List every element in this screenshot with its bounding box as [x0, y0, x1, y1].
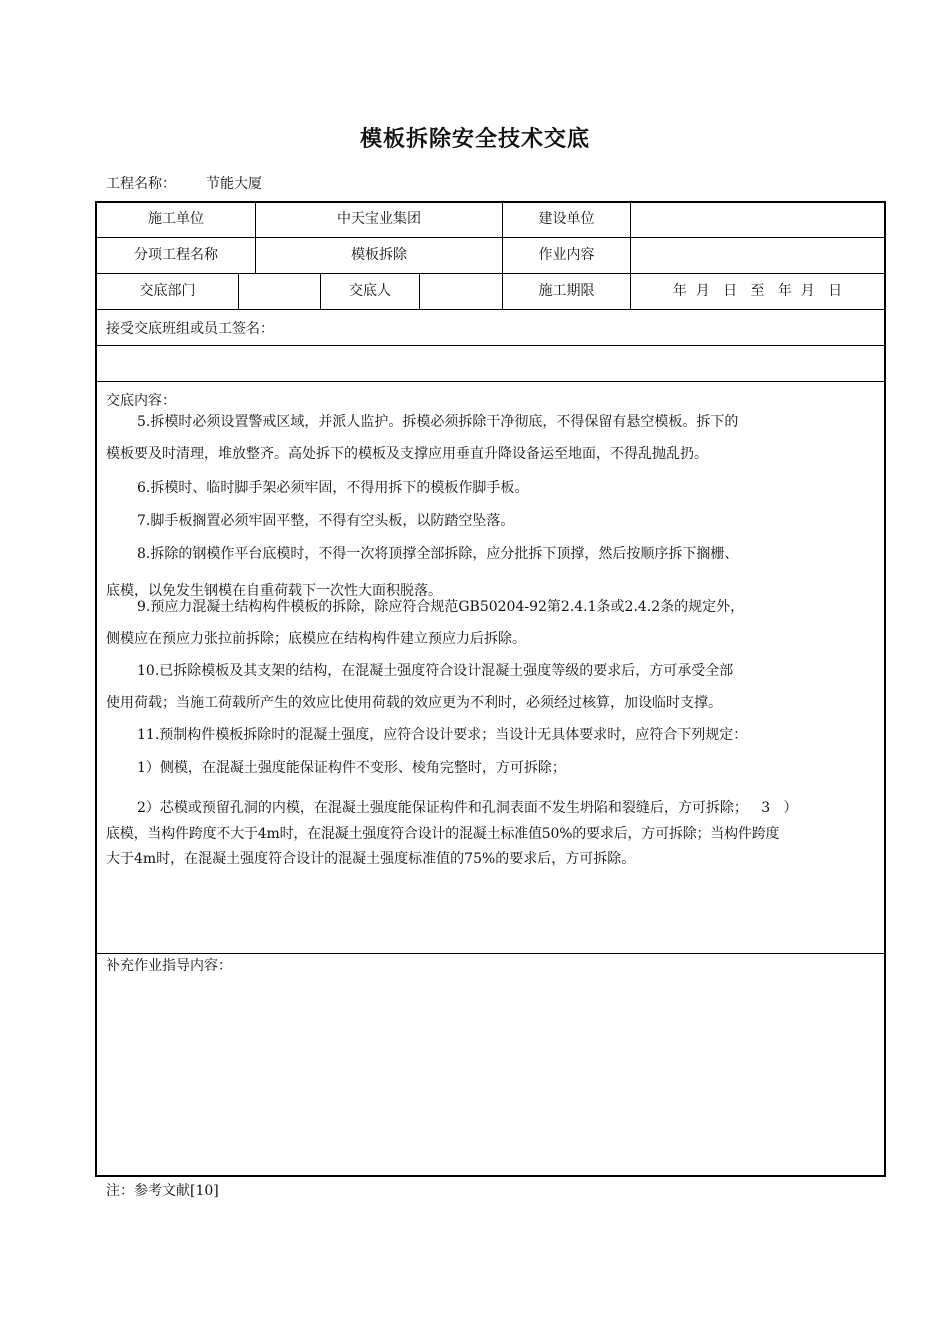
content-line: 6.拆模时、临时脚手架必须牢固，不得用拆下的模板作脚手板。	[137, 480, 529, 496]
content-line: 模板要及时清理，堆放整齐。高处拆下的模板及支撑应用垂直升降设备运至地面，不得乱抛乱扔。	[106, 446, 708, 462]
period-label: 施工期限	[538, 283, 595, 299]
work-label: 作业内容	[538, 247, 595, 263]
row-divider	[95, 381, 886, 382]
owner-value	[631, 201, 884, 237]
content-line: 8.拆除的钢模作平台底模时，不得一次将顶撑全部拆除，应分批拆下顶撑，然后按顺序拆下搁栅、	[137, 546, 739, 562]
content-line: 10.已拆除模板及其支架的结构，在混凝土强度符合设计混凝土强度等级的要求后，方可承受全部	[137, 663, 734, 679]
supplement-label: 补充作业指导内容：	[106, 958, 232, 974]
content-line: 9.预应力混凝土结构构件模板的拆除，除应符合规范GB50204-92第2.4.1条或2.4.2条的规定外，	[137, 599, 745, 615]
content-line: 大于4m时，在混凝土强度符合设计的混凝土强度标准值的75%的要求后，方可拆除。	[106, 851, 636, 867]
dept-label: 交底部门	[139, 283, 196, 299]
subitem-label: 分项工程名称	[134, 247, 218, 263]
project-line	[106, 173, 262, 193]
content-label: 交底内容：	[106, 393, 176, 409]
subitem-value: 模板拆除	[351, 247, 407, 263]
row-divider	[95, 345, 886, 346]
content-line: 底模，当构件跨度不大于4m时，在混凝土强度符合设计的混凝土标准值50%的要求后，方可拆除；当构件跨度	[106, 826, 780, 842]
content-line: 11.预制构件模板拆除时的混凝土强度，应符合设计要求；当设计无具体要求时，应符合下列规定：	[137, 727, 748, 743]
content-line: 7.脚手板搁置必须牢固平整，不得有空头板，以防踏空坠落。	[137, 513, 515, 529]
contractor-label: 施工单位	[148, 211, 204, 227]
reference-note: 注：参考文献[10]	[106, 1183, 219, 1199]
dept-value	[239, 273, 320, 309]
row-divider	[95, 953, 886, 954]
content-line: 1）侧模，在混凝土强度能保证构件不变形、棱角完整时，方可拆除；	[137, 760, 566, 776]
project-label: 工程名称：	[106, 176, 176, 192]
owner-label: 建设单位	[538, 211, 595, 227]
table-frame	[95, 201, 886, 1177]
content-line: 2）芯模或预留孔洞的内模，在混凝土强度能保证构件和孔洞表面不发生坍陷和裂缝后，方可拆除； 3 ）	[137, 800, 798, 816]
person-label: 交底人	[349, 283, 391, 299]
content-line: 5.拆模时必须设置警戒区域，并派人监护。拆模必须拆除干净彻底，不得保留有悬空模板。拆下的	[137, 414, 739, 430]
content-line: 底模，以免发生钢模在自重荷载下一次性大面积脱落。	[106, 583, 442, 599]
project-value: 节能大厦	[206, 176, 262, 192]
contractor-value: 中天宝业集团	[337, 211, 421, 227]
row-divider	[95, 309, 886, 310]
content-line: 使用荷载；当施工荷载所产生的效应比使用荷载的效应更为不利时，必须经过核算，加设临时支撑。	[106, 695, 722, 711]
person-value	[420, 273, 502, 309]
signature-label: 接受交底班组或员工签名：	[106, 321, 274, 337]
page-title: 模板拆除安全技术交底	[359, 127, 590, 152]
period-value: 年 月 日 至 年 月 日	[672, 283, 843, 299]
work-value	[631, 237, 884, 273]
content-line: 侧模应在预应力张拉前拆除；底模应在结构构件建立预应力后拆除。	[106, 631, 526, 647]
